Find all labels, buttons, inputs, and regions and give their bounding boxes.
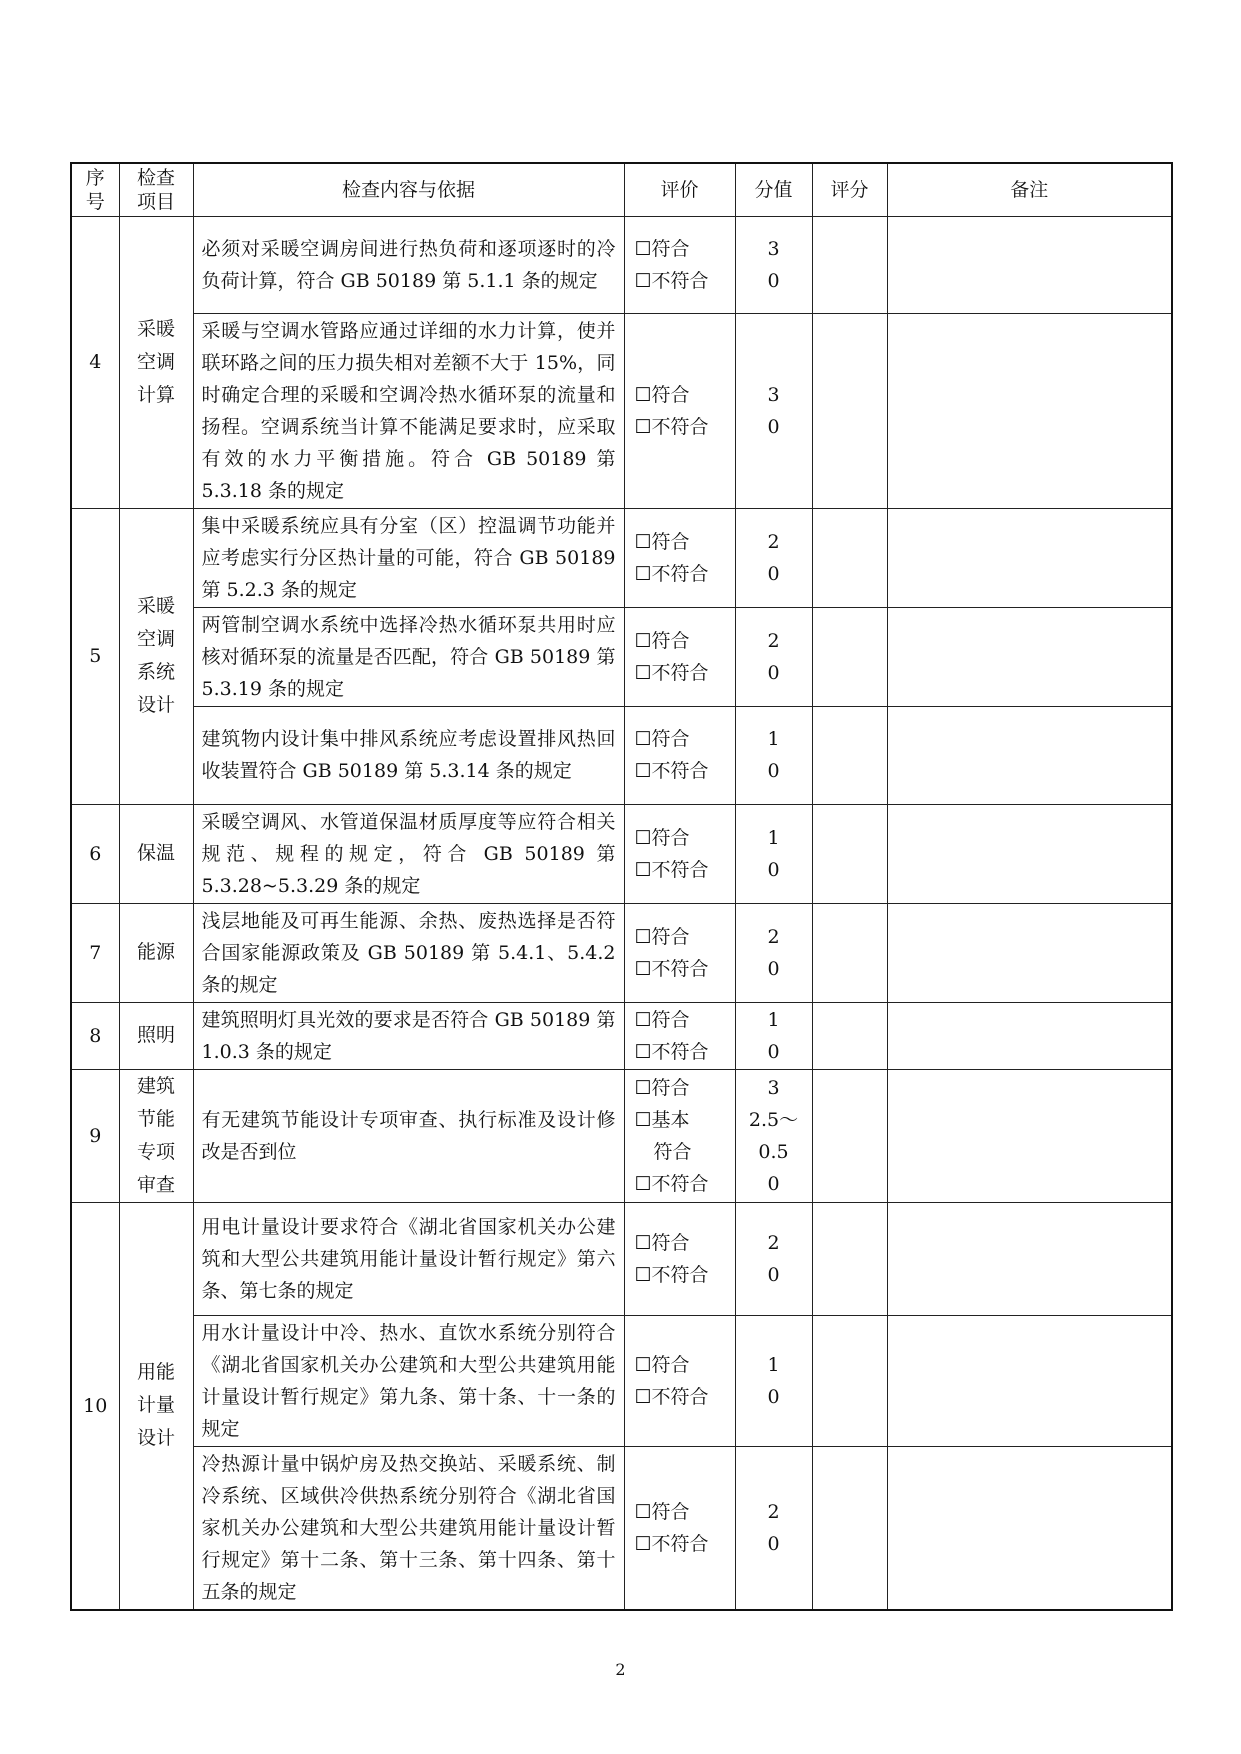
check-content: 采暖空调风、水管道保温材质厚度等应符合相关规范、规程的规定，符合 GB 50189 第 5.3.28~5.3.29 条的规定 [193, 804, 624, 903]
header-evaluation: 评价 [624, 163, 735, 216]
check-content: 有无建筑节能设计专项审查、执行标准及设计修改是否到位 [193, 1069, 624, 1202]
evaluation-options[interactable]: ☐符合 ☐不符合 [624, 903, 735, 1002]
score-cell[interactable] [812, 216, 887, 313]
header-score: 评分 [812, 163, 887, 216]
evaluation-options[interactable]: ☐符合 ☐不符合 [624, 1202, 735, 1315]
row-number: 4 [71, 216, 119, 508]
score-cell[interactable] [812, 706, 887, 804]
remarks-cell[interactable] [887, 903, 1172, 1002]
check-content: 用水计量设计中冷、热水、直饮水系统分别符合《湖北省国家机关办公建筑和大型公共建筑用能计量设计暂行规定》第九条、第十条、十一条的规定 [193, 1315, 624, 1446]
header-content: 检查内容与依据 [193, 163, 624, 216]
row-number: 10 [71, 1202, 119, 1610]
table-row [71, 1315, 1172, 1446]
check-content: 采暖与空调水管路应通过详细的水力计算，使并联环路之间的压力损失相对差额不大于 15%，同时确定合理的采暖和空调冷热水循环泵的流量和扬程。空调系统当计算不能满足要求时，应采取有效的水力平衡措施。符合 GB 50189 第 5.3.18 条的规定 [193, 313, 624, 508]
check-content: 用电计量设计要求符合《湖北省国家机关办公建筑和大型公共建筑用能计量设计暂行规定》第六条、第七条的规定 [193, 1202, 624, 1315]
check-item: 用能计量设计 [119, 1202, 193, 1610]
page-number: 2 [615, 1660, 626, 1679]
score-cell[interactable] [812, 1315, 887, 1446]
row-number: 7 [71, 903, 119, 1002]
score-values: 1 0 [735, 1002, 812, 1069]
score-cell[interactable] [812, 1002, 887, 1069]
score-cell[interactable] [812, 1069, 887, 1202]
check-item: 建筑节能专项审查 [119, 1069, 193, 1202]
remarks-cell[interactable] [887, 313, 1172, 508]
score-values: 3 2.5～ 0.5 0 [735, 1069, 812, 1202]
score-cell[interactable] [812, 313, 887, 508]
score-cell[interactable] [812, 903, 887, 1002]
evaluation-options[interactable]: ☐符合 ☐不符合 [624, 1002, 735, 1069]
row-number: 5 [71, 508, 119, 804]
evaluation-options[interactable]: ☐符合 ☐不符合 [624, 216, 735, 313]
check-content: 两管制空调水系统中选择冷热水循环泵共用时应核对循环泵的流量是否匹配，符合 GB 50189 第 5.3.19 条的规定 [193, 607, 624, 706]
check-item: 照明 [119, 1002, 193, 1069]
table-row [71, 313, 1172, 508]
remarks-cell[interactable] [887, 1069, 1172, 1202]
table-row [71, 607, 1172, 706]
score-values: 1 0 [735, 804, 812, 903]
remarks-cell[interactable] [887, 216, 1172, 313]
score-values: 2 0 [735, 508, 812, 607]
remarks-cell[interactable] [887, 1446, 1172, 1610]
evaluation-options[interactable]: ☐符合 ☐不符合 [624, 313, 735, 508]
score-cell[interactable] [812, 804, 887, 903]
score-cell[interactable] [812, 508, 887, 607]
score-values: 3 0 [735, 313, 812, 508]
remarks-cell[interactable] [887, 706, 1172, 804]
table-row [71, 1202, 1172, 1315]
evaluation-options[interactable]: ☐符合 ☐不符合 [624, 1315, 735, 1446]
check-content: 冷热源计量中锅炉房及热交换站、采暖系统、制冷系统、区域供冷供热系统分别符合《湖北省国家机关办公建筑和大型公共建筑用能计量设计暂行规定》第十二条、第十三条、第十四条、第十五条的规定 [193, 1446, 624, 1610]
evaluation-options[interactable]: ☐符合 ☐不符合 [624, 508, 735, 607]
score-values: 1 0 [735, 1315, 812, 1446]
score-values: 1 0 [735, 706, 812, 804]
table-row [71, 903, 1172, 1002]
remarks-cell[interactable] [887, 1315, 1172, 1446]
check-content: 建筑物内设计集中排风系统应考虑设置排风热回收装置符合 GB 50189 第 5.3.14 条的规定 [193, 706, 624, 804]
score-cell[interactable] [812, 1446, 887, 1610]
score-values: 2 0 [735, 903, 812, 1002]
table-row [71, 804, 1172, 903]
table-row [71, 216, 1172, 313]
table-row [71, 706, 1172, 804]
remarks-cell[interactable] [887, 804, 1172, 903]
check-content: 必须对采暖空调房间进行热负荷和逐项逐时的冷负荷计算，符合 GB 50189 第 5.1.1 条的规定 [193, 216, 624, 313]
header-row [71, 163, 1172, 216]
check-item: 采暖空调计算 [119, 216, 193, 508]
score-values: 2 0 [735, 607, 812, 706]
score-cell[interactable] [812, 1202, 887, 1315]
score-values: 2 0 [735, 1202, 812, 1315]
remarks-cell[interactable] [887, 1202, 1172, 1315]
table-row [71, 1069, 1172, 1202]
table-row [71, 1002, 1172, 1069]
table-row [71, 1446, 1172, 1610]
header-no: 序号 [71, 163, 119, 216]
evaluation-options[interactable]: ☐符合 ☐不符合 [624, 804, 735, 903]
evaluation-options[interactable]: ☐符合 ☐基本 符合 ☐不符合 [624, 1069, 735, 1202]
evaluation-options[interactable]: ☐符合 ☐不符合 [624, 1446, 735, 1610]
check-item: 采暖空调系统设计 [119, 508, 193, 804]
row-number: 9 [71, 1069, 119, 1202]
evaluation-options[interactable]: ☐符合 ☐不符合 [624, 607, 735, 706]
check-item: 保温 [119, 804, 193, 903]
header-remarks: 备注 [887, 163, 1172, 216]
checklist-table [70, 162, 1173, 1611]
remarks-cell[interactable] [887, 607, 1172, 706]
remarks-cell[interactable] [887, 1002, 1172, 1069]
check-content: 集中采暖系统应具有分室（区）控温调节功能并应考虑实行分区热计量的可能，符合 GB 50189 第 5.2.3 条的规定 [193, 508, 624, 607]
check-content: 建筑照明灯具光效的要求是否符合 GB 50189 第 1.0.3 条的规定 [193, 1002, 624, 1069]
check-item: 能源 [119, 903, 193, 1002]
check-content: 浅层地能及可再生能源、余热、废热选择是否符合国家能源政策及 GB 50189 第 5.4.1、5.4.2 条的规定 [193, 903, 624, 1002]
score-values: 3 0 [735, 216, 812, 313]
remarks-cell[interactable] [887, 508, 1172, 607]
score-values: 2 0 [735, 1446, 812, 1610]
evaluation-options[interactable]: ☐符合 ☐不符合 [624, 706, 735, 804]
row-number: 8 [71, 1002, 119, 1069]
header-item: 检查项目 [119, 163, 193, 216]
header-score-value: 分值 [735, 163, 812, 216]
table-row [71, 508, 1172, 607]
row-number: 6 [71, 804, 119, 903]
score-cell[interactable] [812, 607, 887, 706]
